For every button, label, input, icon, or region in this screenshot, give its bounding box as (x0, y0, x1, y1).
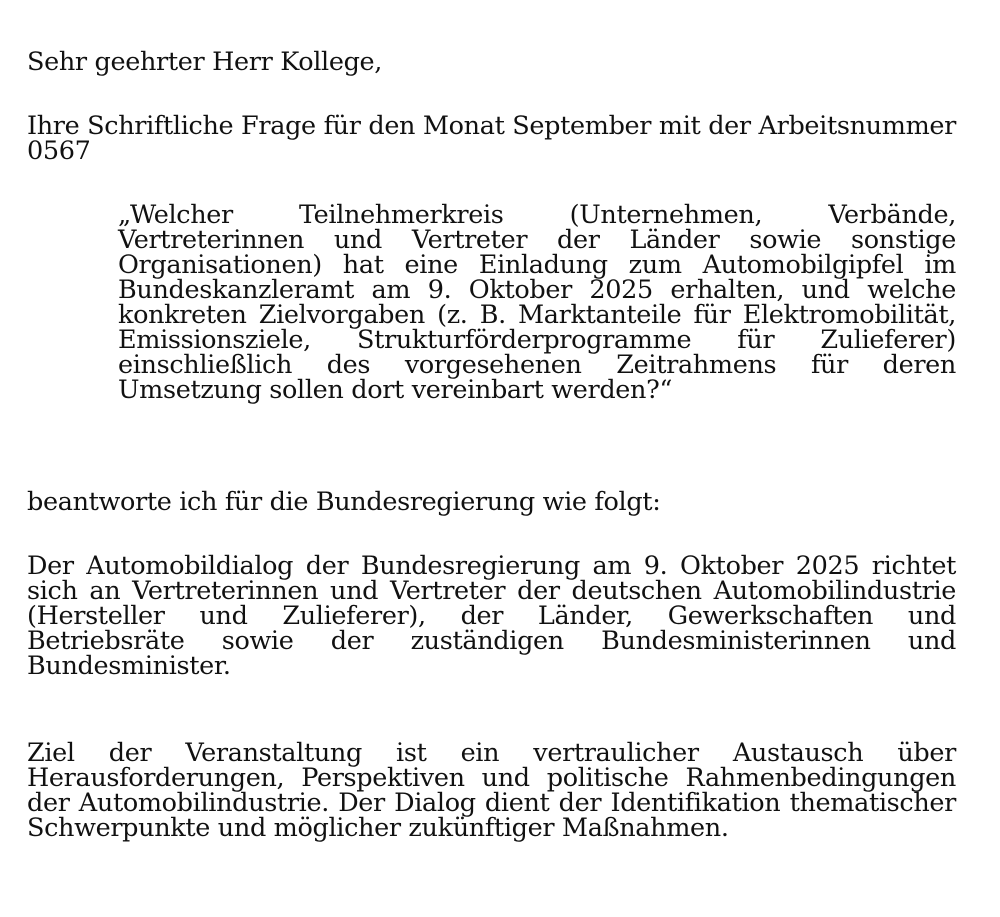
answer-lead: beantworte ich für die Bundesregierung wie folgt: (27, 487, 661, 517)
answer-paragraph-2: Ziel der Veranstaltung ist ein vertraulicher Austausch über Herausforderungen, Perspektiven und politische Rahmenbedingungen der Automobilindustrie. Der Dialog dient der Identifikation thematischer Schwerpunkte und möglicher zukünftiger Maßnahmen. (27, 738, 956, 843)
salutation: Sehr geehrter Herr Kollege, (27, 47, 383, 77)
answer-paragraph-1: Der Automobildialog der Bundesregierung am 9. Oktober 2025 richtet sich an Vertreterinnen und Vertreter der deutschen Automobilindustrie (Hersteller und Zulieferer), der Länder, Gewerkschaften und Betriebsräte sowie der zuständigen Bundesministerinnen und Bundesminister. (27, 551, 956, 681)
quoted-question: „Welcher Teilnehmerkreis (Unternehmen, Verbände, Vertreterinnen und Vertreter der Länder sowie sonstige Organisationen) hat eine Einladung zum Automobilgipfel im Bundeskanzleramt am 9. Oktober 2025 erhalten, und welche konkreten Zielvorgaben (z. B. Marktanteile für Elektromobilität, Emissionsziele, Strukturförderprogramme für Zulieferer) einschließlich des vorgesehenen Zeitrahmens für deren Umsetzung sollen dort vereinbart werden?“ (118, 200, 956, 405)
intro-paragraph: Ihre Schriftliche Frage für den Monat September mit der Arbeitsnummer 0567 (27, 111, 956, 166)
